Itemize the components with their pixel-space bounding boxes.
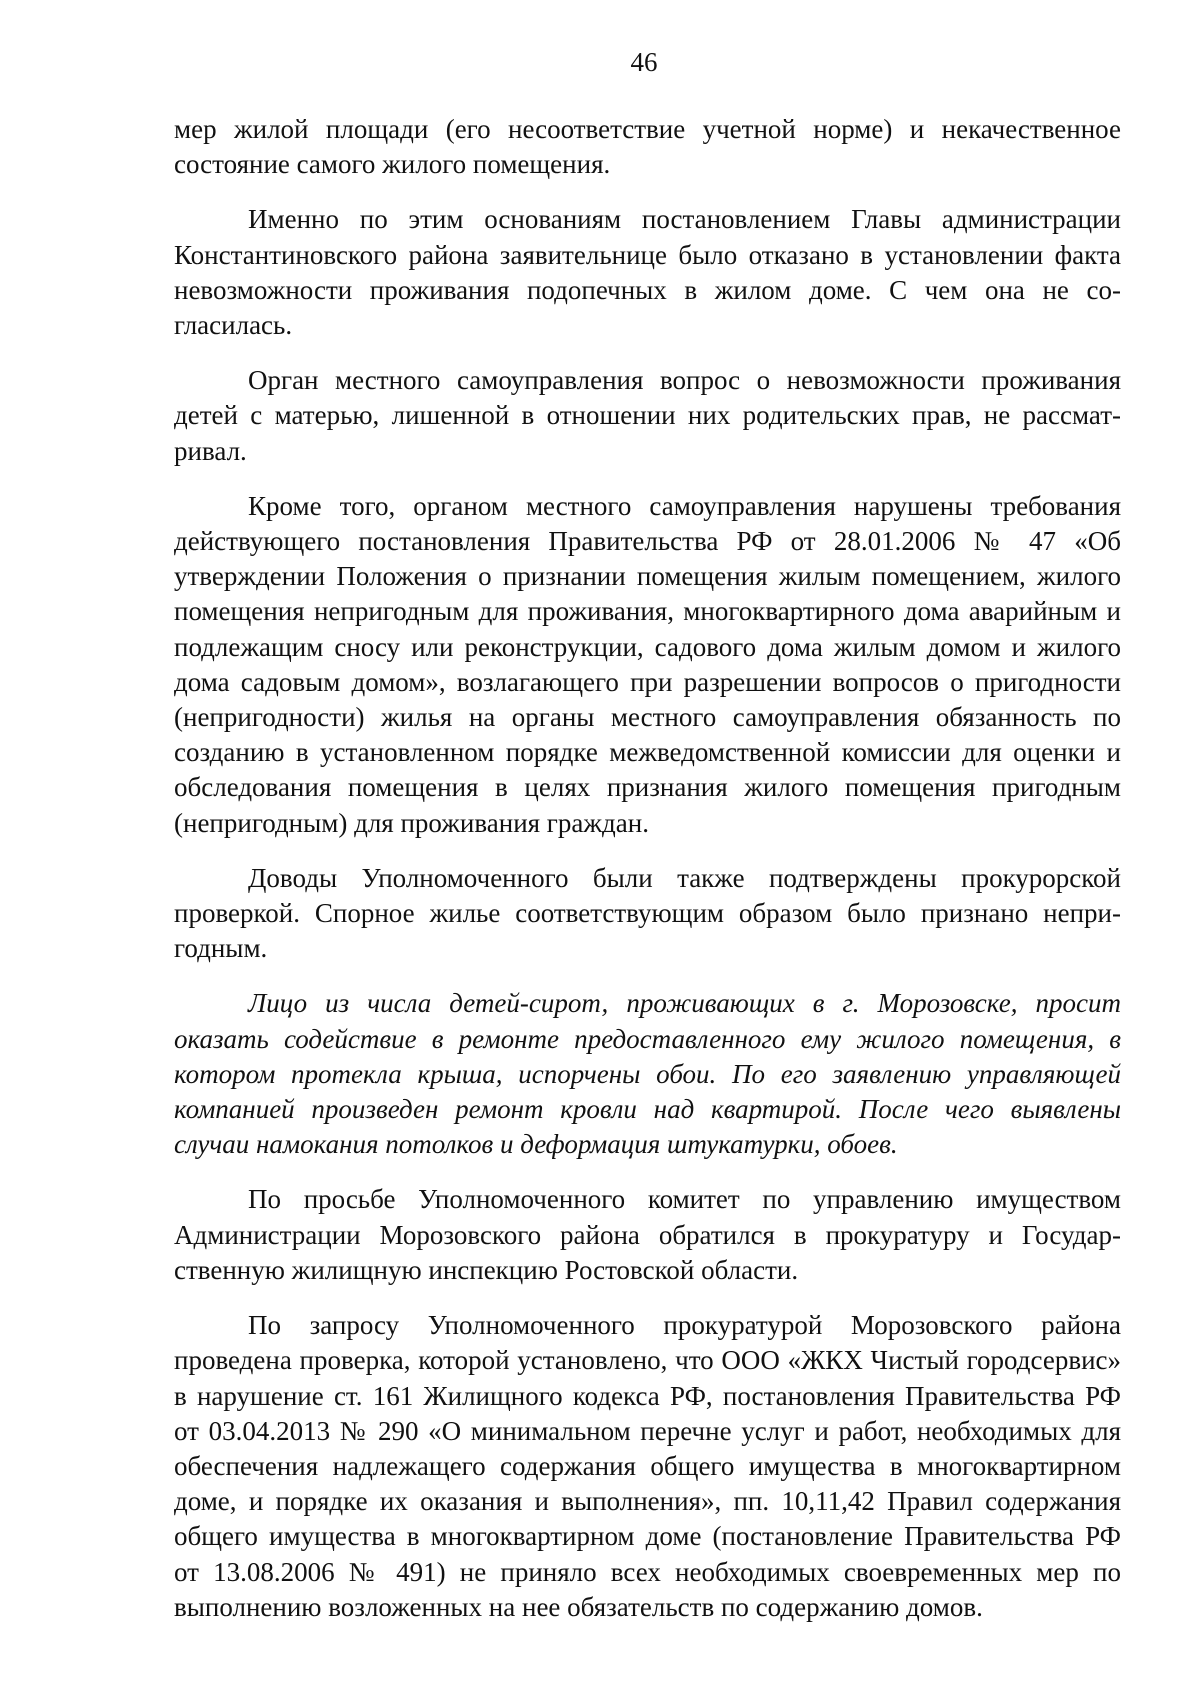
paragraph-5: Доводы Уполномоченного были также подтверждены прокурорской проверкой. Спорное жилье соответствующим образом было признано непригодным. xyxy=(174,862,1121,964)
paragraph-8: По запросу Уполномоченного прокуратурой Морозовского района проведена проверка, которой установлено, что ООО «ЖКХ Чистый городсервис» в нарушение ст. 161 Жилищного кодекса РФ, постановления Правительства РФ от 03.04.2013 № 290 «О минимальном перечне услуг и работ, необходимых для обеспечения надлежащего содержания общего имущества в многоквартирном доме, и порядке их оказания и выполнения», пп. 10,11,42 Правил содержания общего имущества в многоквартирном доме (постановление Правительства РФ от 13.08.2006 № 491) не приняло всех необходимых своевременных мер по выполнению возложенных на нее обязательств по содержанию домов. xyxy=(174,1310,1121,1622)
paragraph-1: мер жилой площади (его несоответствие учетной норме) и некачественное состояние самого жилого помещения. xyxy=(174,114,1121,180)
paragraph-7: По просьбе Уполномоченного комитет по управлению имуществом Администрации Морозовского района обратился в прокуратуру и Государственную жилищную инспекцию Ростовской области. xyxy=(174,1184,1121,1285)
paragraph-3: Орган местного самоуправления вопрос о невозможности проживания детей с матерью, лишенной в отношении них родительских прав, не рассматривал. xyxy=(174,365,1121,466)
page-number: 46 xyxy=(630,47,658,77)
paragraph-2: Именно по этим основаниям постановлением Главы администрации Константиновского района заявительнице было отказано в установлении факта невозможности проживания подопечных в жилом доме. С чем она не согласилась. xyxy=(174,204,1121,341)
document-body xyxy=(174,112,1121,1645)
paragraph-4: Кроме того, органом местного самоуправления нарушены требования действующего постановления Правительства РФ от 28.01.2006 № 47 «Об утверждении Положения о признании помещения жилым помещением, жилого помещения непригодным для проживания, многоквартирного дома аварийным и подлежащим сносу или реконструкции, садового дома жилым домом и жилого дома садовым домом», возлагающего при разрешении вопросов о пригодности (непригодности) жилья на органы местного самоуправления обязанность по созданию в установленном порядке межведомственной комиссии для оценки и обследования помещения в целях признания жилого помещения пригодным (непригодным) для проживания граждан. xyxy=(174,490,1121,838)
paragraph-6-italic-case: Лицо из числа детей-сирот, проживающих в г. Морозовске, просит оказать содействие в ремонте предоставленного ему жилого помещения, в котором протекла крыша, испорчены обои. По его заявлению управляющей компанией произведен ремонт кровли над квартирой. После чего выявлены случаи намокания потолков и деформация штукатурки, обоев. xyxy=(174,988,1121,1160)
